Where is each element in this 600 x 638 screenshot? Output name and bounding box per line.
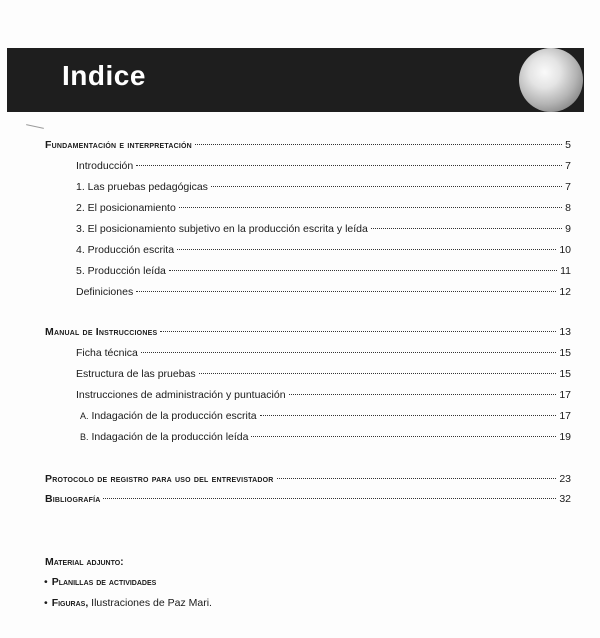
subitem-text: Indagación de la producción escrita	[91, 410, 257, 422]
toc-page-number: 19	[559, 431, 571, 443]
toc-item-label: 4. Producción escrita	[76, 244, 175, 256]
material-item	[44, 597, 212, 609]
subitem-text: Indagación de la producción leída	[91, 431, 249, 443]
toc-subitem[interactable]	[80, 430, 571, 444]
toc-item[interactable]	[76, 388, 571, 402]
dot-leader	[136, 165, 562, 166]
dot-leader	[195, 144, 562, 145]
dot-leader	[103, 498, 556, 499]
toc-section-label: Fundamentación e interpretación	[45, 139, 192, 151]
dot-leader	[199, 373, 557, 374]
material-item	[44, 576, 156, 588]
toc-page-number: 23	[559, 473, 571, 485]
material-adjunto-heading: Material adjunto:	[45, 556, 124, 568]
dot-leader	[251, 436, 556, 437]
dot-leader	[277, 478, 557, 479]
toc-item[interactable]	[76, 285, 571, 299]
toc-item-label: Estructura de las pruebas	[76, 368, 196, 380]
toc-page-number: 9	[565, 223, 571, 235]
toc-item[interactable]	[76, 346, 571, 360]
toc-section-fundamentacion[interactable]	[45, 138, 571, 152]
dot-leader	[169, 270, 557, 271]
toc-item-label: 1. Las pruebas pedagógicas	[76, 181, 208, 193]
dot-leader	[289, 394, 557, 395]
toc-page-number: 32	[559, 493, 571, 505]
toc-page-number: 15	[559, 347, 571, 359]
dot-leader	[260, 415, 557, 416]
toc-item[interactable]	[76, 367, 571, 381]
toc-page-number: 17	[559, 410, 571, 422]
toc-section-manual[interactable]	[45, 325, 571, 339]
toc-subitem[interactable]	[80, 409, 571, 423]
toc-section-protocolo[interactable]	[45, 472, 571, 486]
toc-item-label: 2. El posicionamiento	[76, 202, 176, 214]
material-item-rest: Ilustraciones de Paz Mari.	[88, 597, 212, 609]
dot-leader	[371, 228, 562, 229]
dot-leader	[179, 207, 562, 208]
toc-item-label: 5. Producción leída	[76, 265, 166, 277]
toc-page-number: 8	[565, 202, 571, 214]
toc-subitem-label	[80, 409, 257, 423]
toc-item-label: Introducción	[76, 160, 134, 172]
toc-page-number: 15	[559, 368, 571, 380]
toc-page-number: 10	[559, 244, 571, 256]
toc-page-number: 12	[559, 286, 571, 298]
page-title: Indice	[62, 60, 146, 91]
toc-subitem-label	[80, 430, 248, 444]
toc-item[interactable]	[76, 222, 571, 236]
toc-item[interactable]	[76, 201, 571, 215]
toc-section-label: Manual de Instrucciones	[45, 326, 158, 338]
toc-item-label: 3. El posicionamiento subjetivo en la producción escrita y leída	[76, 223, 368, 235]
toc-page-number: 7	[565, 181, 571, 193]
toc-page-number: 7	[565, 160, 571, 172]
bullet-icon: •	[44, 597, 48, 609]
subitem-letter: A.	[80, 411, 89, 421]
toc-item[interactable]	[76, 180, 571, 194]
dot-leader	[211, 186, 562, 187]
toc-section-bibliografia[interactable]	[45, 492, 571, 506]
toc-item-label: Instrucciones de administración y puntuación	[76, 389, 286, 401]
toc-page-number: 5	[565, 139, 571, 151]
subitem-letter: B.	[80, 432, 89, 442]
toc-item-label: Ficha técnica	[76, 347, 138, 359]
toc-section-label: Bibliografía	[45, 493, 101, 505]
dot-leader	[141, 352, 556, 353]
toc-item-label: Definiciones	[76, 286, 134, 298]
dot-leader	[177, 249, 556, 250]
toc-page-number: 13	[559, 326, 571, 338]
bullet-icon: •	[44, 576, 48, 588]
toc-page-number: 17	[559, 389, 571, 401]
toc-item[interactable]	[76, 159, 571, 173]
toc-item[interactable]	[76, 243, 571, 257]
dot-leader	[160, 331, 556, 332]
dot-leader	[136, 291, 556, 292]
material-item-strong: Figuras,	[51, 597, 89, 609]
material-item-strong: Planillas de actividades	[51, 576, 157, 588]
toc-section-label: Protocolo de registro para uso del entrevistador	[45, 473, 274, 485]
toc-page-number: 11	[560, 265, 571, 277]
toc-item[interactable]	[76, 264, 571, 278]
